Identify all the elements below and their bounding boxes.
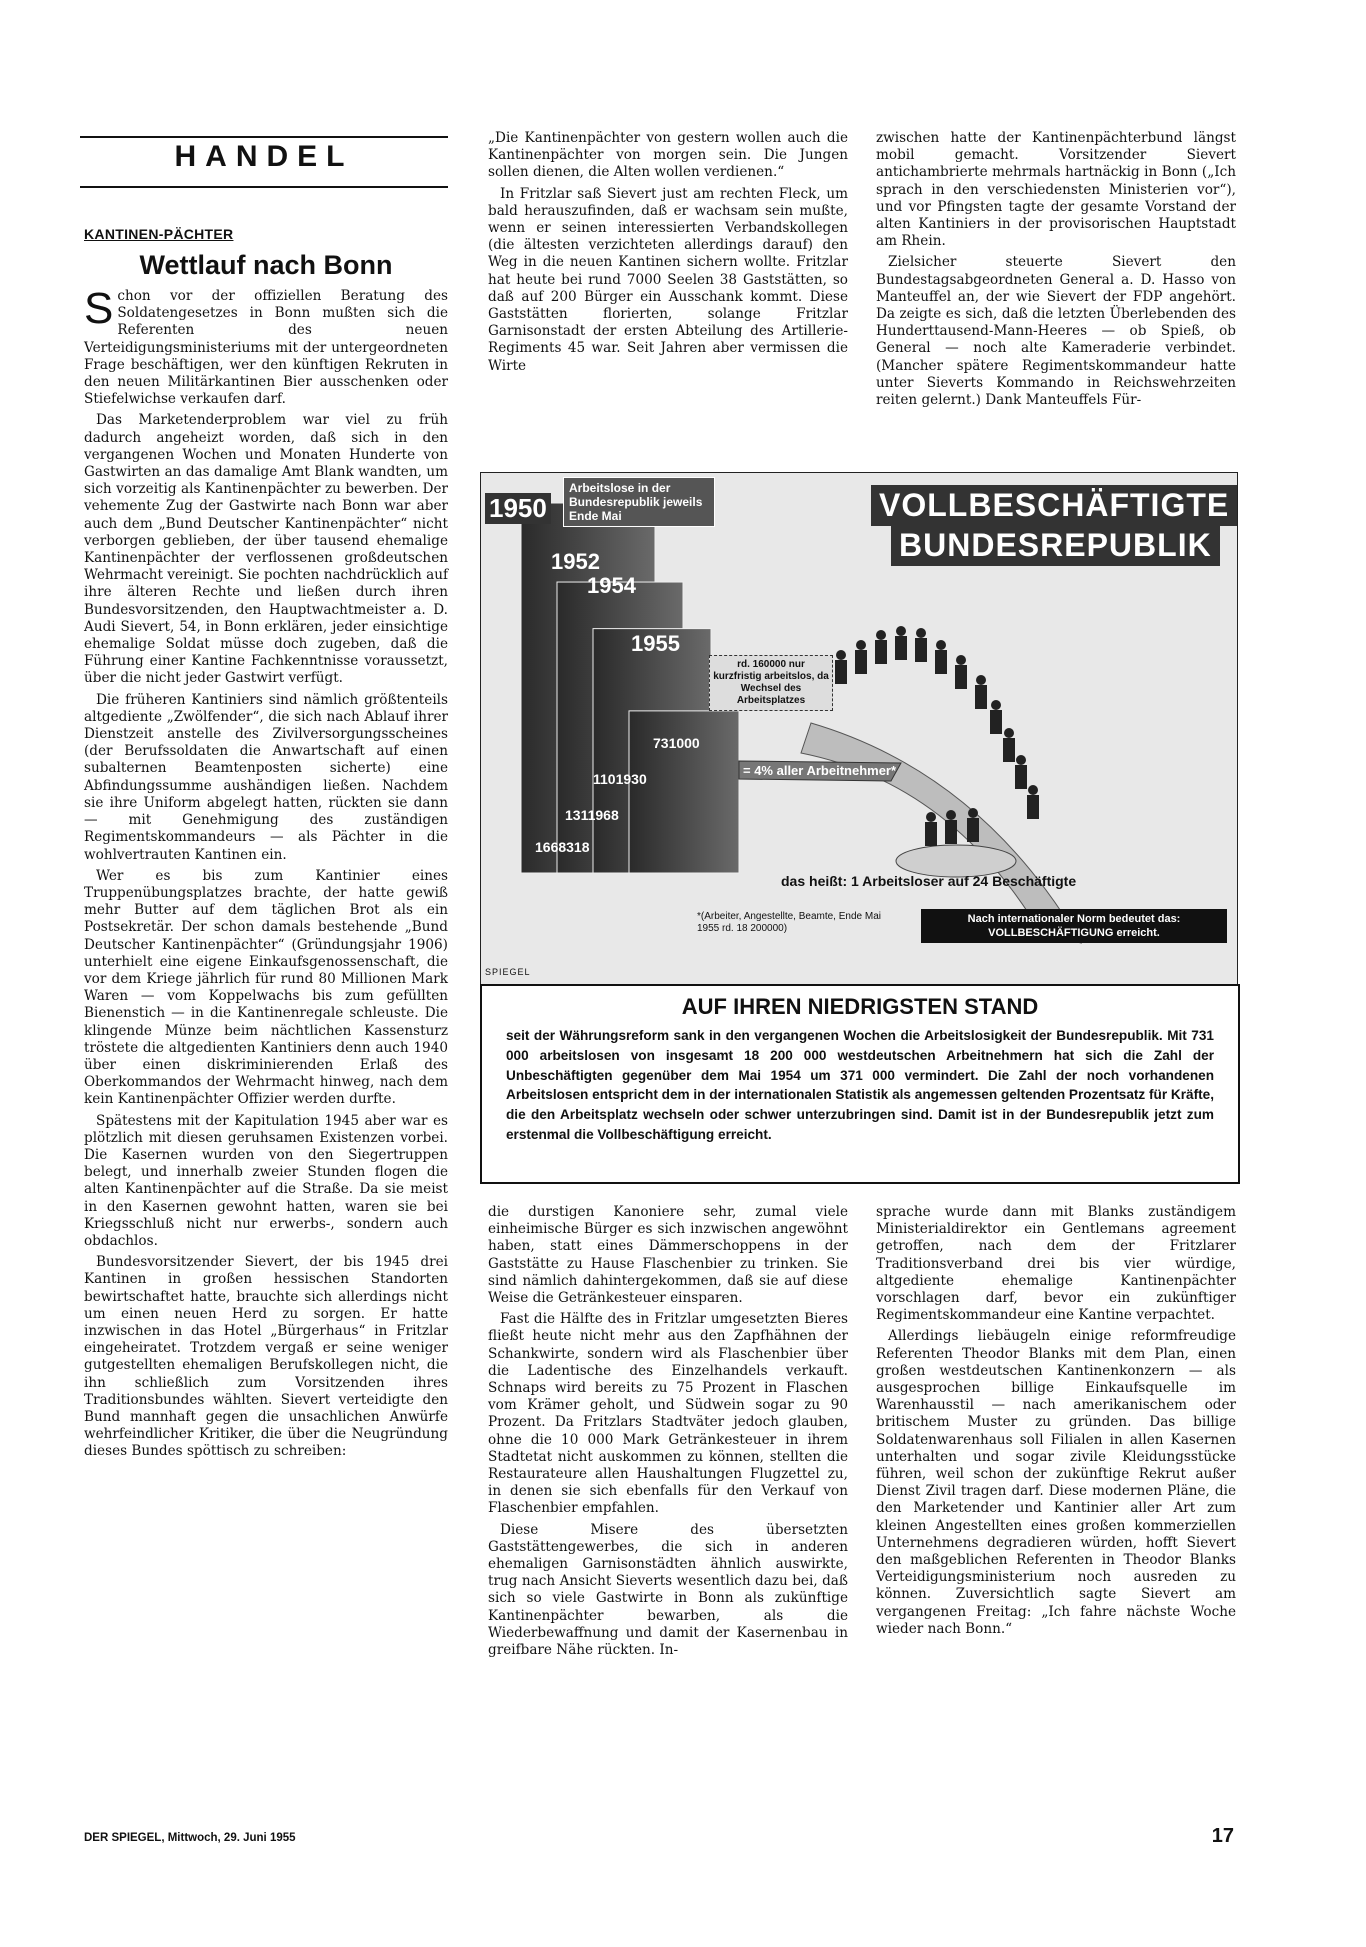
paragraph: Fast die Hälfte des in Fritzlar umgesetzten Bieres fließt heute nicht mehr aus den Zapfhähnen der Schankwirte, sondern wird als Flaschenbier über die Ladentische des Einzelhandels verkauft. Schnaps wird bereits zu 75 Prozent in Flaschen vom Krämer geholt, und Südwein sogar zu 90 Prozent. Da Fritzlars Stadtväter jedoch glauben, ohne die 10 000 Mark Getränkesteuer in ihrem Stadtetat nicht auskommen zu können, stellten die Restaurateure allen Haushaltungen Flugzettel zu, in denen sie sich ebenfalls für den Verkauf von Flaschenbier empfahlen. (488, 1311, 848, 1517)
section-title: HANDEL (174, 140, 354, 173)
worker-head (896, 626, 906, 636)
year-label: 1954 (587, 573, 636, 598)
value-label: 1668318 (535, 839, 590, 855)
worker-body (975, 685, 987, 709)
footnote: *(Arbeiter, Angestellte, Beamte, Ende Mai 1955 rd. 18 200000) (697, 911, 881, 934)
paragraph: sprache wurde dann mit Blanks zuständigem Ministerialdirektor ein Gentlemans agreement getroffen, nach dem der Fritzlarer Traditionsverband drei bis vier würdige, altgediente ehemalige Kantinenpächter vorschlagen darf, bevor ein zukünftiger Regimentskommandeur eine Kantine verpachtet. (876, 1204, 1236, 1324)
worker-body (935, 650, 947, 674)
worker-body (967, 818, 979, 842)
worker-head (956, 655, 966, 665)
column-3-bottom (876, 1204, 1236, 1642)
column-3-top (876, 130, 1236, 413)
paragraph: Allerdings liebäugeln einige reformfreudige Referenten Theodor Blanks mit dem Plan, einen großen westdeutschen Kantinenkonzern — als ausgesprochen billige Einkaufsquelle im Warenhausstil — nach amerikanischem oder britischem Muster zu gründen. Das billige Soldatenwarenhaus soll Filialen in allen Kasernen unterhalten und sogar zivile Kleidungsstücke führen, weil schon der zukünftige Rekrut außer Dienst Zivil tragen darf. Diese modernen Pläne, die den Marketender und Kantinier aller Art zum kleinen Angestellten eines großen kommerziellen Unternehmens degradieren würden, hofft Sievert den maßgeblichen Referenten in Theodor Blanks Verteidigungsministerium noch ausreden zu können. Zuversichtlich sagte Sievert am vergangenen Freitag: „Ich fahre nächste Woche wieder nach Bonn.“ (876, 1328, 1236, 1637)
column-2-bottom (488, 1204, 848, 1663)
norm-box (921, 909, 1227, 943)
dropcap: S (84, 284, 114, 333)
section-rule (80, 186, 448, 188)
year-label: 1950 (485, 493, 551, 524)
year-label: 1955 (631, 631, 680, 656)
paragraph: Wer es bis zum Kantinier eines Truppenübungsplatzes brachte, der hatte gewiß mehr Butter auf dem täglichen Brot als ein Postsekretär. Der schon damals bestehende „Bund Deutscher Kantinenpächter“ (Gründungsjahr 1906) unterhielt eine eigene Einkaufsgenossenschaft, die vor dem Kriege jährlich für rund 80 Millionen Mark Waren — vom Koppelwachs bis zum gefüllten Bienenstich — in die Kantinenregale schleuste. Die klingende Münze beim nächtlichen Kassensturz tröstete die altgedienten Kantiniers denn auch 1940 über einen diskriminierenden Erlaß des Oberkommandos der Wehrmacht hinweg, nach dem kein Kantinenpächter Offizier werden durfte. (84, 867, 448, 1108)
worker-body (855, 650, 867, 674)
column-1 (84, 284, 449, 1465)
footer: DER SPIEGEL, Mittwoch, 29. Juni 1955 (84, 1832, 296, 1844)
worker-head (926, 812, 936, 822)
paragraph: Das Marketenderproblem war viel zu früh dadurch angeheizt worden, daß sich in den vergangenen Wochen und Monaten Hunderte von Gastwirten an das damalige Amt Blank wandten, um sich vorzeitig als Kantinenpächter zu bewerben. Der vehemente Zug der Gastwirte nach Bonn war aber auch dem „Bund Deutscher Kantinenpächter“ nicht verborgen geblieben, der über tausend ehemalige Kantinenpächter der verflossenen großdeutschen Wehrmacht vereinigt. Sie pochten nachdrücklich auf ihre älteren Rechte und ließen durch ihren Bundesvorsitzenden, den Hauptwachtmeister a. D. Audi Sievert, 54, in Bonn erklären, jeder einsichtige ehemalige Soldat müsse doch zugeben, daß die Führung einer Kantine Fachkenntnisse voraussetzt, über die nicht jeder Gastwirt verfügt. (84, 412, 449, 687)
worker-head (1028, 785, 1038, 795)
column-2-top (488, 130, 848, 379)
percent-label: = 4% aller Arbeitnehmer* (743, 763, 897, 778)
worker-head (876, 630, 886, 640)
paragraph: Bundesvorsitzender Sievert, der bis 1945 drei Kantinen in großen hessischen Standorten bewirtschaftet hatte, brauchte sich allerdings nicht um einen neuen Herd zu sorgen. Er hatte inzwischen in das Hotel „Bürgerhaus“ in Fritzlar eingeheiratet. Trotzdem vergaß er seine weniger gutgestellten ehemaligen Berufskollegen nicht, die ihn schließlich zum Vorsitzenden ihres Traditionsbundes wählten. Sievert verteidigte den Bund mannhaft gegen die unsachlichen Anwürfe wehrfeindlicher Kritiker, die über die Neugründung dieses Bundes spöttisch zu schreiben: (84, 1254, 448, 1460)
worker-body (895, 636, 907, 660)
page-number: 17 (1211, 1825, 1234, 1847)
value-label: 731000 (653, 735, 700, 751)
value-label: 1311968 (565, 807, 619, 823)
worker-body (1003, 738, 1015, 762)
worker-head (968, 808, 978, 818)
caption-title: AUF IHREN NIEDRIGSTEN STAND (681, 994, 1039, 1019)
top-rule (80, 136, 448, 138)
worker-body (915, 638, 927, 662)
worker-head (936, 640, 946, 650)
paragraph: zwischen hatte der Kantinenpächterbund längst mobil gemacht. Vorsitzender Sievert antichambrierte mehrmals hartnäckig in Bonn („Ich sprach in den verschiedensten Ministerien vor“), und vor Pfingsten tagte der gesamte Vorstand der alten Kantiniers in der provisorischen Hauptstadt am Rhein. (876, 130, 1236, 250)
paragraph: die durstigen Kanoniere sehr, zumal viele einheimische Bürger es sich inzwischen angewöhnt haben, statt eines Dämmerschoppens in der Gaststätte zu Hause Flaschenbier zu trinken. Sie sind nämlich dahintergekommen, daß sie auf diese Weise die Getränkesteuer einsparen. (488, 1204, 848, 1307)
worker-head (976, 675, 986, 685)
credit: SPIEGEL (485, 967, 531, 977)
das-heisst-label: das heißt: 1 Arbeitsloser auf 24 Beschäftigte (781, 873, 1077, 889)
year-label: 1952 (551, 549, 600, 574)
legend-box: Arbeitslose in der Bundesrepublik jeweils Ende Mai (563, 477, 715, 527)
kicker: KANTINEN-PÄCHTER (84, 226, 234, 242)
worker-body (835, 660, 847, 684)
worker-body (955, 665, 967, 689)
worker-body (990, 710, 1002, 734)
paragraph: Schon vor der offiziellen Beratung des Soldatengesetzes in Bonn mußten sich die Referenten des neuen Verteidigungsministeriums mit der untergeordneten Frage beschäftigen, wer den künftigen Rekruten in den neuen Militärkantinen Bier ausschenken oder Stiefelwichse verkaufen darf. (84, 284, 448, 408)
worker-head (991, 700, 1001, 710)
worker-head (1016, 755, 1026, 765)
caption-text: seit der Währungsreform sank in den vergangenen Wochen die Arbeitslosigkeit der Bundesrepublik. Mit 731 000 arbeitslosen von insgesamt 18 200 000 westdeutschen Arbeitnehmern hat sich die Zahl der Unbeschäftigten gegenüber dem Mai 1954 um 371 000 vermindert. Die Zahl der noch vorhandenen Arbeitslosen entspricht dem in der internationalen Statistik als angemessen geltenden Prozentsatz für Kräfte, die den Arbeitsplatz wechseln oder schwer unterzubringen sind. Damit ist in der Bundesrepublik jetzt zum erstenmal die Vollbeschäftigung erreicht. (506, 1028, 1214, 1142)
paragraph: In Fritzlar saß Sievert just am rechten Fleck, um bald herauszufinden, daß er wachsam sein mußte, wenn er seinen interessierten Verbandskollegen (die ältesten verzichteten allerdings darauf) den Weg in die neuen Kantinen sichern wollte. Fritzlar hat heute bei rund 7000 Seelen 38 Gaststätten, so daß auf 200 Bürger ein Ausschank kommt. Diese Gaststätten florierten, solange Fritzlar Garnisonstadt der ersten Abteilung des Artillerie-Regiments 45 war. Seit Jahren aber vermissen die Wirte (488, 185, 848, 374)
paragraph: Spätestens mit der Kapitulation 1945 aber war es plötzlich mit diesen geruhsamen Existenzen vorbei. Die Kasernen wurden von den Siegertruppen belegt, und innerhalb zweier Stunden flogen die alten Kantinenpächter auf die Straße. Da sie meist in den Kasernen gewohnt hatten, waren sie bei Kriegsschluß nicht nur erwerbs-, sondern auch obdachlos. (84, 1112, 448, 1249)
worker-body (925, 822, 937, 846)
infographic (480, 472, 1238, 986)
worker-head (916, 628, 926, 638)
paragraph: „Die Kantinenpächter von gestern wollen auch die Kantinenpächter von morgen sein. Die Jungen sollen dienen, die Alten wollen verdienen.“ (488, 130, 848, 181)
worker-head (856, 640, 866, 650)
worker-head (836, 650, 846, 660)
caption-box (480, 984, 1240, 1184)
value-label: 1101930 (593, 771, 647, 787)
worker-body (1027, 795, 1039, 819)
chart-title-line2: BUNDESREPUBLIK (891, 525, 1220, 566)
worker-head (946, 810, 956, 820)
paragraph: Diese Misere des übersetzten Gaststättengewerbes, die sich in anderen ehemaligen Garnisonstädten ähnlich auswirkte, trug nach Ansicht Sieverts wesentlich dazu bei, daß sich so viele Gastwirte in Bonn als zukünftige Kantinenpächter bewarben, als die Wiederbewaffnung und damit der Kasernenbau in greifbare Nähe rückten. In- (488, 1521, 848, 1659)
chart-title-line1: VOLLBESCHÄFTIGTE (871, 485, 1237, 526)
worker-head (1004, 728, 1014, 738)
worker-body (875, 640, 887, 664)
paragraph: Zielsicher steuerte Sievert den Bundestagsabgeordneten General a. D. Hasso von Manteuffel an, der wie Sievert der FDP angehört. Da zeigte es sich, daß die letzten Überlebenden des Hunderttausend-Mann-Heeres — ob Spieß, ob General — noch alte Kameraderie verbindet. (Mancher spätere Regimentskommandeur hatte unter Sieverts Kommando in Reichswehrzeiten reiten gelernt.) Dank Manteuffels Für- (876, 254, 1236, 409)
note-160000: rd. 160000 nur kurzfristig arbeitslos, da Wechsel des Arbeitsplatzes (709, 655, 833, 711)
worker-body (1015, 765, 1027, 789)
norm-line-2: VOLLBESCHÄFTIGUNG erreicht. (988, 927, 1160, 939)
headline: Wettlauf nach Bonn (139, 250, 393, 280)
norm-line-1: Nach internationaler Norm bedeutet das: (967, 913, 1181, 925)
paragraph: Die früheren Kantiniers sind nämlich größtenteils altgediente „Zwölfender“, die sich nach Ablauf ihrer Dienstzeit anstelle des Zivilversorgungsscheines (der Berufssoldaten die Anwartschaft auf einen subalternen Beamtenposten sicherte) eine Abfindungssumme aushändigen ließen. Nachdem sie ihre Uniform abgelegt hatten, rückten sie dann — mit Genehmigung des zuständigen Regimentskommandeurs — als Pächter in die wohlvertrauten Kantinen ein. (84, 691, 448, 863)
worker-body (945, 820, 957, 844)
